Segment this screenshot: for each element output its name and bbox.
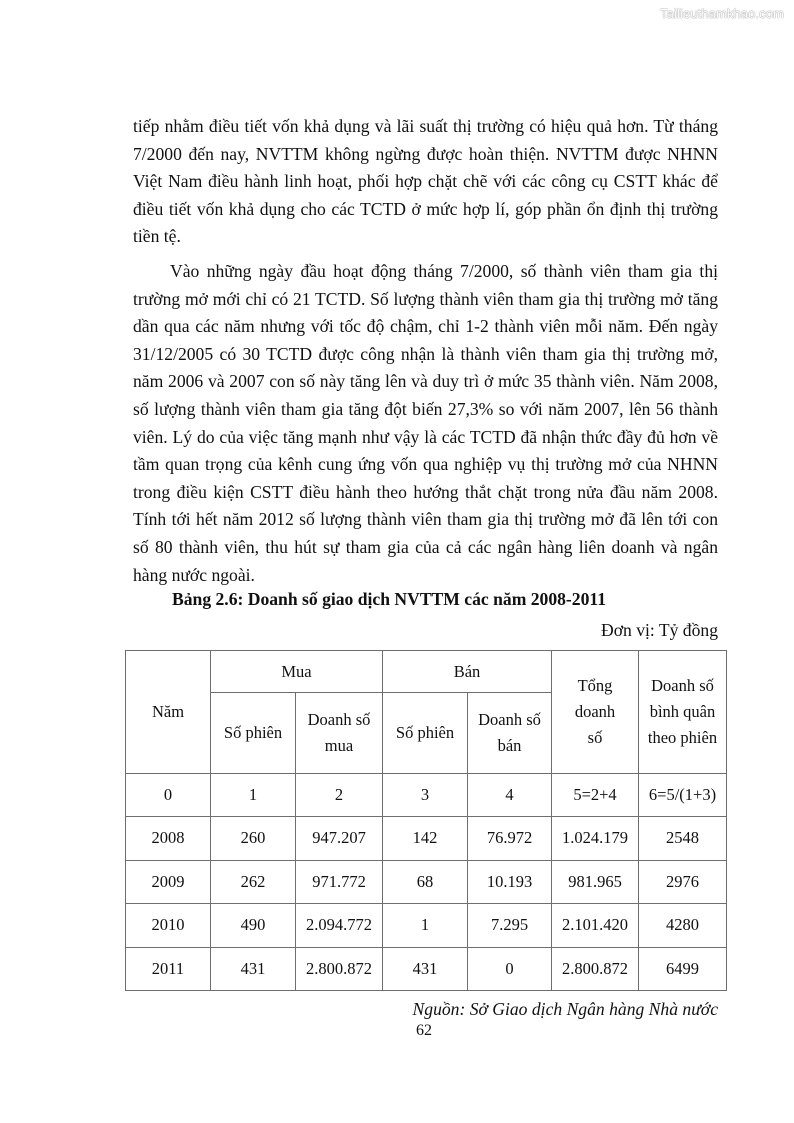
- table-cell: 4: [468, 774, 552, 817]
- page-number: 62: [416, 1022, 432, 1039]
- table-cell: 971.772: [296, 860, 383, 904]
- table-cell: 947.207: [296, 817, 383, 861]
- table-cell: 5=2+4: [552, 774, 639, 817]
- table-cell: 1.024.179: [552, 817, 639, 861]
- table-cell: 2.800.872: [296, 947, 383, 991]
- header-sell-revenue: Doanh số bán: [468, 693, 552, 774]
- table-row: [126, 947, 727, 991]
- table-cell: 0: [126, 774, 211, 817]
- table-cell: 142: [383, 817, 468, 861]
- header-buy-sessions: Số phiên: [211, 693, 296, 774]
- paragraph: Vào những ngày đầu hoạt động tháng 7/2000, số thành viên tham gia thị trường mở mới chỉ có 21 TCTD. Số lượng thành viên tham gia thị trường mở tăng dần qua các năm nhưng với tốc độ chậm, chỉ 1-2 thành viên mỗi năm. Đến ngày 31/12/2005 có 30 TCTD được công nhận là thành viên tham gia thị trường mở, năm 2006 và 2007 con số này tăng lên và duy trì ở mức 35 thành viên. Năm 2008, số lượng thành viên tham gia tăng đột biến 27,3% so với năm 2007, lên 56 thành viên. Lý do của việc tăng mạnh như vậy là các TCTD đã nhận thức đầy đủ hơn về tầm quan trọng của kênh cung ứng vốn qua nghiệp vụ thị trường mở của NHNN trong điều kiện CSTT điều hành theo hướng thắt chặt trong nửa đầu năm 2008. Tính tới hết năm 2012 số lượng thành viên tham gia thị trường mở đã lên tới con số 80 thành viên, thu hút sự tham gia của cả các ngân hàng liên doanh và ngân hàng nước ngoài.: [133, 260, 718, 585]
- table-cell: 7.295: [468, 904, 552, 948]
- table-cell: 490: [211, 904, 296, 948]
- table-source: Nguồn: Sở Giao dịch Ngân hàng Nhà nước: [412, 999, 718, 1019]
- table-cell: 2010: [126, 904, 211, 948]
- table-cell: 1: [383, 904, 468, 948]
- table-cell: 76.972: [468, 817, 552, 861]
- table-cell: 68: [383, 860, 468, 904]
- header-buy-group: Mua: [211, 651, 383, 693]
- table-index-row: [126, 774, 727, 817]
- header-avg-revenue: Doanh số bình quân theo phiên: [639, 651, 727, 774]
- body-text: [133, 113, 718, 589]
- table-header-row: [126, 651, 727, 693]
- table-row: [126, 860, 727, 904]
- table-cell: 260: [211, 817, 296, 861]
- table-cell: 2548: [639, 817, 727, 861]
- table-cell: 10.193: [468, 860, 552, 904]
- table-cell: 262: [211, 860, 296, 904]
- header-sell-sessions: Số phiên: [383, 693, 468, 774]
- table-cell: 981.965: [552, 860, 639, 904]
- table-cell: 2: [296, 774, 383, 817]
- table-cell: 0: [468, 947, 552, 991]
- table-cell: 431: [383, 947, 468, 991]
- table-cell: 2011: [126, 947, 211, 991]
- table-cell: 6499: [639, 947, 727, 991]
- header-buy-revenue: Doanh số mua: [296, 693, 383, 774]
- header-year: Năm: [126, 651, 211, 774]
- table-cell: 2009: [126, 860, 211, 904]
- table-cell: 2976: [639, 860, 727, 904]
- table-cell: 2008: [126, 817, 211, 861]
- header-sell-group: Bán: [383, 651, 552, 693]
- table-cell: 1: [211, 774, 296, 817]
- paragraph: tiếp nhằm điều tiết vốn khả dụng và lãi suất thị trường có hiệu quả hơn. Từ tháng 7/2000 đến nay, NVTTM không ngừng được hoàn thiện. NVTTM được NHNN Việt Nam điều hành linh hoạt, phối hợp chặt chẽ với các công cụ CSTT khác để điều tiết vốn khả dụng cho các TCTD ở mức hợp lí, góp phần ổn định thị trường tiền tệ.: [133, 116, 718, 247]
- table-unit: Đơn vị: Tỷ đồng: [601, 620, 718, 640]
- header-total-revenue: Tổng doanh số: [552, 651, 639, 774]
- table-cell: 6=5/(1+3): [639, 774, 727, 817]
- table-row: [126, 817, 727, 861]
- revenue-table: [125, 650, 727, 991]
- table-cell: 2.094.772: [296, 904, 383, 948]
- table-title: Bảng 2.6: Doanh số giao dịch NVTTM các năm 2008-2011: [172, 589, 607, 609]
- table-cell: 4280: [639, 904, 727, 948]
- table-cell: 2.800.872: [552, 947, 639, 991]
- table-cell: 3: [383, 774, 468, 817]
- table-cell: 2.101.420: [552, 904, 639, 948]
- watermark: Tailieuthamkhao.com: [659, 6, 784, 21]
- table-row: [126, 904, 727, 948]
- table-cell: 431: [211, 947, 296, 991]
